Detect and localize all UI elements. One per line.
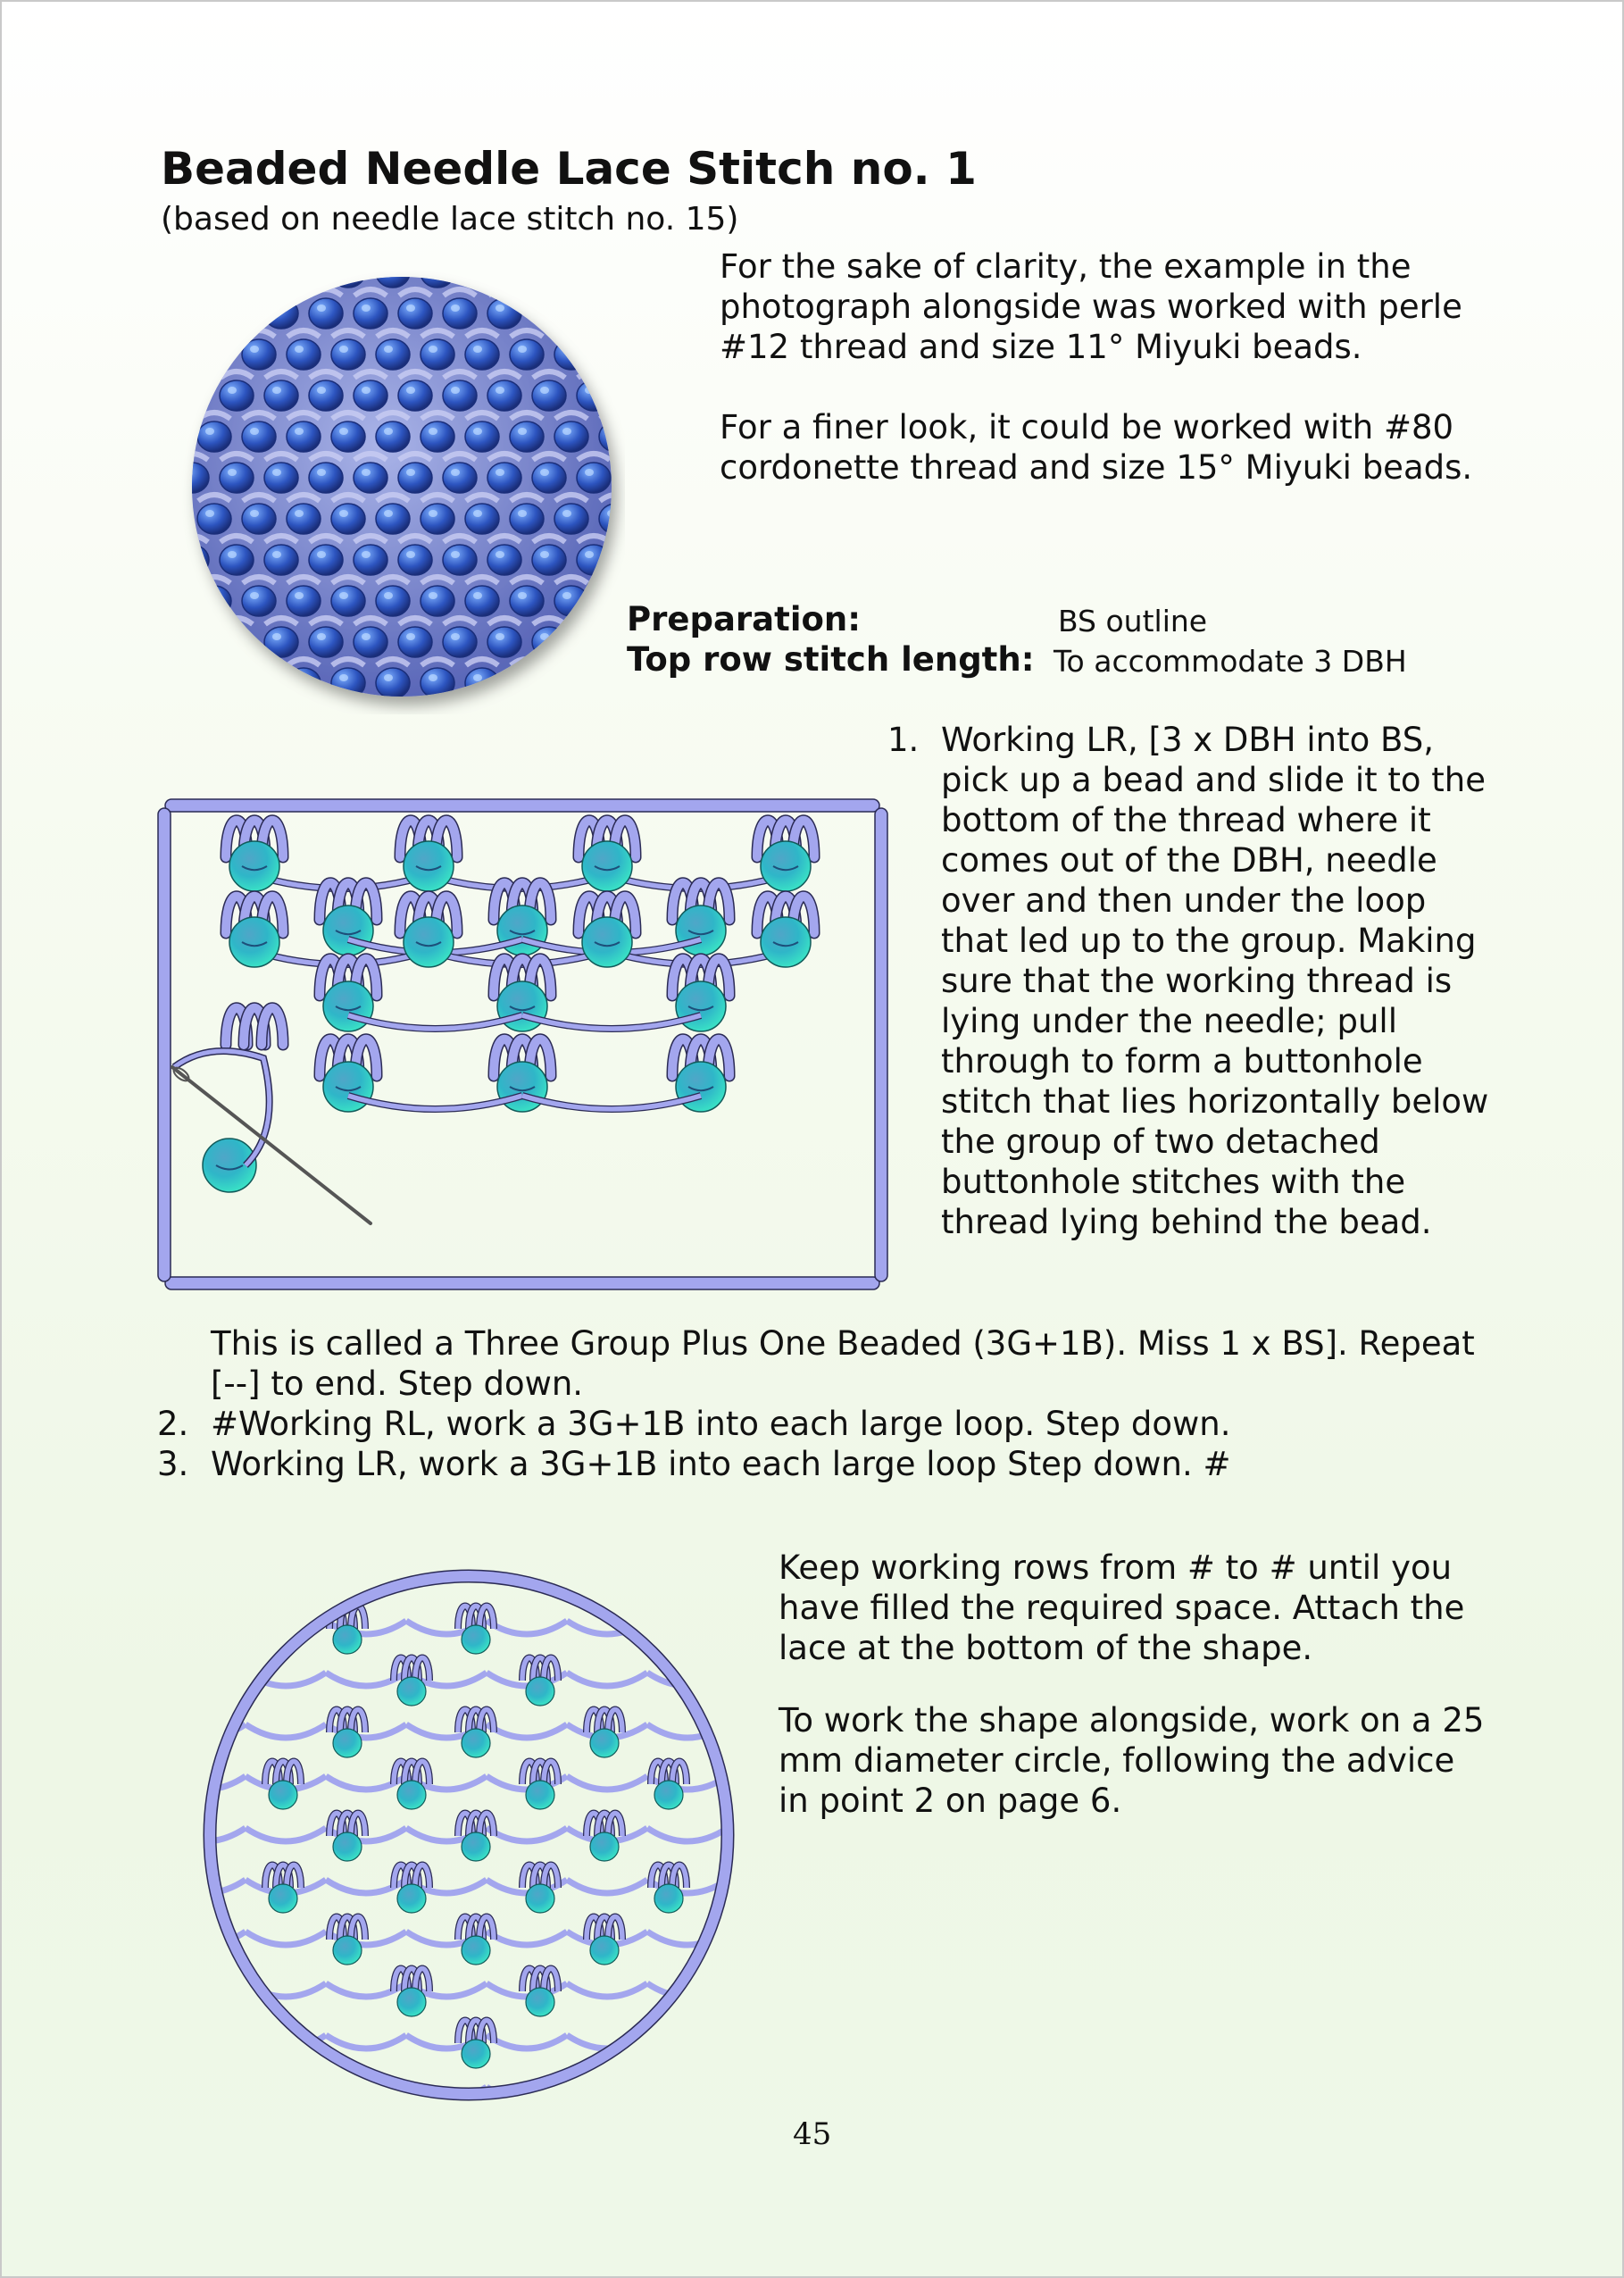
top-row-label: Top row stitch length: [627,640,1035,679]
step-number: 3. [157,1445,189,1483]
top-row-value: To accommodate 3 DBH [1054,644,1407,679]
page-subtitle: (based on needle lace stitch no. 15) [161,201,739,238]
step-text: Working LR, [3 x DBH into BS, pick up a bead and slide it to the bottom of the thread where it comes out of the DBH, needle over and then under the loop that led up to the group. Making sure that the working thread is lying under the needle; pull through to form a buttonhole stitch that lies horizontally below the group of two detached buttonhole stitches with the thread lying behind the bead. [941,721,1489,1241]
page-number: 45 [793,2116,832,2152]
preparation-label: Preparation: [627,600,862,638]
intro-paragraph: For the sake of clarity, the example in the photograph alongside was worked with perle #12 thread and size 11° Miyuki beads. [720,247,1462,366]
closing-text [779,1548,1493,1861]
beaded-lace-photo [179,268,625,714]
intro-text [720,246,1487,528]
step-1 [887,720,1495,1242]
intro-paragraph: For a finer look, it could be worked with #80 cordonette thread and size 15° Miyuki beads. [720,408,1473,487]
step-number: 2. [157,1405,189,1443]
steps-continued [157,1323,1478,1484]
stitch-diagram-rectangle [156,772,897,1295]
stitch-diagram-circle [201,1558,745,2103]
step-text: Working LR, work a 3G+1B into each large loop Step down. # [211,1445,1231,1483]
step-text: #Working RL, work a 3G+1B into each large loop. Step down. [211,1405,1231,1443]
closing-paragraph: To work the shape alongside, work on a 25 mm diameter circle, following the advice in point 2 on page 6. [779,1701,1485,1820]
step-number: 1. [887,721,920,759]
step-text: This is called a Three Group Plus One Beaded (3G+1B). Miss 1 x BS]. Repeat [--] to end. Step down. [211,1324,1475,1403]
closing-paragraph: Keep working rows from # to # until you have filled the required space. Attach the lace at the bottom of the shape. [779,1548,1465,1667]
preparation-value: BS outline [1058,604,1208,638]
page-title: Beaded Needle Lace Stitch no. 1 [161,143,977,195]
